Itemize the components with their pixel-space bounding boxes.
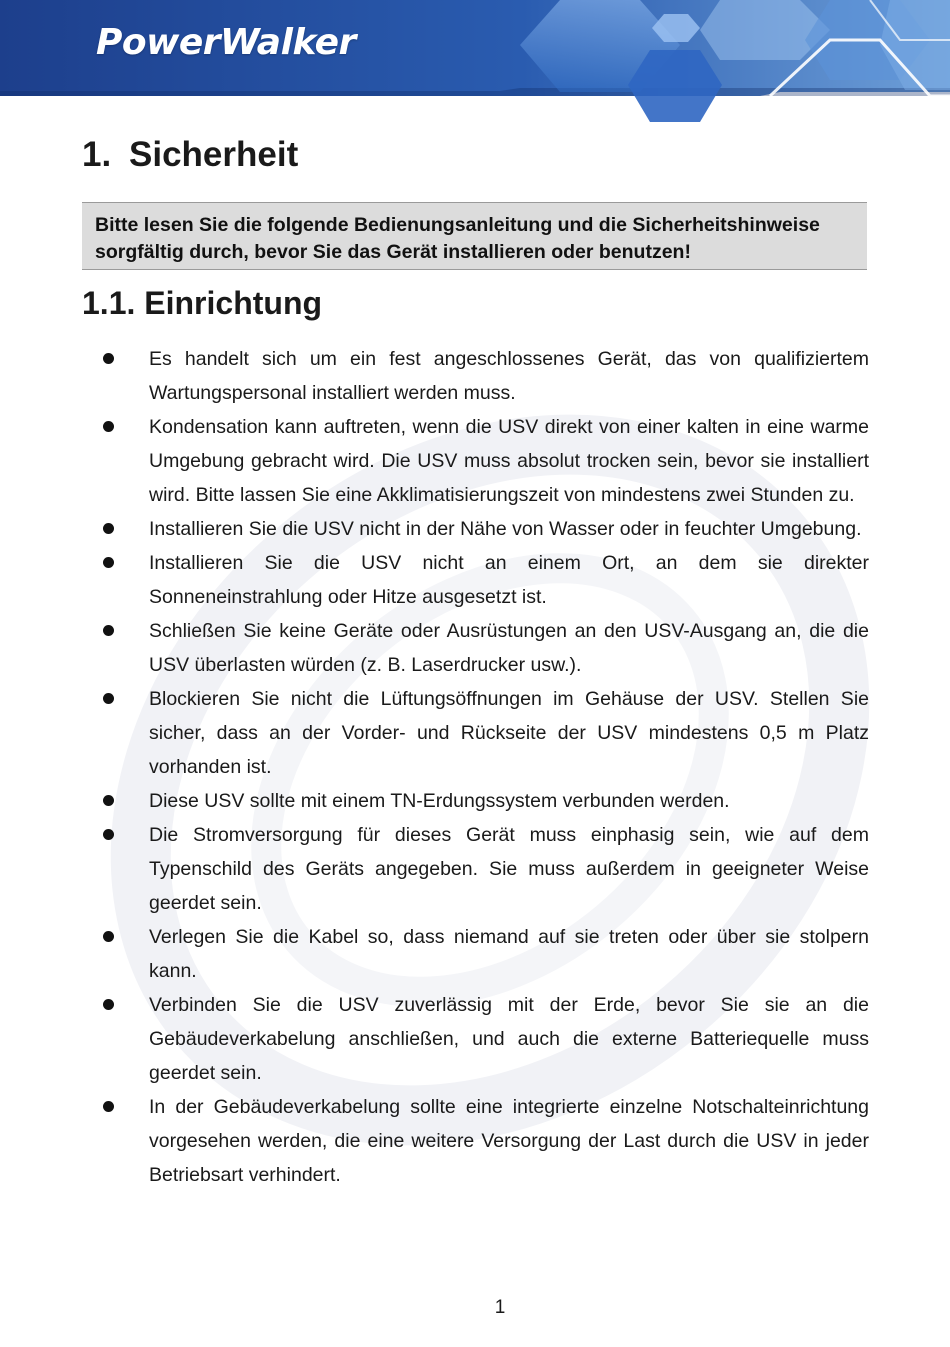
page-number: 1 <box>494 1297 506 1318</box>
bullet-icon <box>103 795 114 806</box>
list-item-text: Schließen Sie keine Geräte oder Ausrüstungen an den USV-Ausgang an, die die USV überlasten würden (z. B. Laserdrucker usw.). <box>149 620 869 676</box>
bullet-icon <box>103 523 114 534</box>
bullet-icon <box>103 693 114 704</box>
list-item <box>0 1090 869 1192</box>
list-item <box>0 682 869 784</box>
subsection-heading: 1.1. Einrichtung <box>82 285 323 321</box>
section-heading <box>82 135 298 175</box>
list-item <box>0 988 869 1090</box>
section-number: 1. <box>82 135 112 174</box>
list-item-text: Verlegen Sie die Kabel so, dass niemand auf sie treten oder über sie stolpern kann. <box>149 926 869 982</box>
bullet-icon <box>103 421 114 432</box>
list-item <box>0 614 869 682</box>
list-item-text: In der Gebäudeverkabelung sollte eine integrierte einzelne Notschalteinrichtung vorgesehen werden, die eine weitere Versorgung der Last durch die USV in jeder Betriebsart verhindert. <box>149 1096 869 1186</box>
list-item-text: Installieren Sie die USV nicht in der Nähe von Wasser oder in feuchter Umgebung. <box>149 518 862 540</box>
list-item <box>0 410 869 512</box>
list-item-text: Es handelt sich um ein fest angeschlossenes Gerät, das von qualifiziertem Wartungspersonal installiert werden muss. <box>149 348 869 404</box>
list-item <box>0 784 869 818</box>
list-item <box>0 818 869 920</box>
header-background <box>0 0 950 130</box>
bullet-icon <box>103 1101 114 1112</box>
list-item-text: Verbinden Sie die USV zuverlässig mit der Erde, bevor Sie sie an die Gebäudeverkabelung anschließen, und auch die externe Batteriequelle muss geerdet sein. <box>149 994 869 1084</box>
list-item-text: Blockieren Sie nicht die Lüftungsöffnungen im Gehäuse der USV. Stellen Sie sicher, dass an der Vorder- und Rückseite der USV mindestens 0,5 m Platz vorhanden ist. <box>149 688 869 778</box>
bullet-icon <box>103 625 114 636</box>
list-item <box>0 920 869 988</box>
list-item <box>0 342 869 410</box>
section-title: Sicherheit <box>129 135 299 174</box>
brand-logo: PowerWalker <box>96 22 356 63</box>
list-item <box>0 512 869 546</box>
bullet-icon <box>103 353 114 364</box>
list-item-text: Die Stromversorgung für dieses Gerät muss einphasig sein, wie auf dem Typenschild des Geräts angegeben. Sie muss außerdem in geeigneter Weise geerdet sein. <box>149 824 869 914</box>
list-item-text: Diese USV sollte mit einem TN-Erdungssystem verbunden werden. <box>149 790 730 812</box>
header-banner <box>0 0 950 130</box>
safety-notice-text: Bitte lesen Sie die folgende Bedienungsanleitung und die Sicherheitshinweise sorgfältig durch, bevor Sie das Gerät installieren oder benutzen! <box>95 214 820 263</box>
bullet-icon <box>103 931 114 942</box>
list-item-text: Installieren Sie die USV nicht an einem Ort, an dem sie direkter Sonneneinstrahlung oder Hitze ausgesetzt ist. <box>149 552 869 608</box>
bullet-icon <box>103 999 114 1010</box>
bullet-icon <box>103 829 114 840</box>
list-item <box>0 546 869 614</box>
safety-notice-box <box>82 202 867 270</box>
list-item-text: Kondensation kann auftreten, wenn die USV direkt von einer kalten in eine warme Umgebung gebracht wird. Die USV muss absolut trocken sein, bevor sie installiert wird. Bitte lassen Sie eine Akklimatisierungszeit von mindestens zwei Stunden zu. <box>149 416 869 506</box>
bullet-icon <box>103 557 114 568</box>
safety-instruction-list <box>0 342 950 1192</box>
